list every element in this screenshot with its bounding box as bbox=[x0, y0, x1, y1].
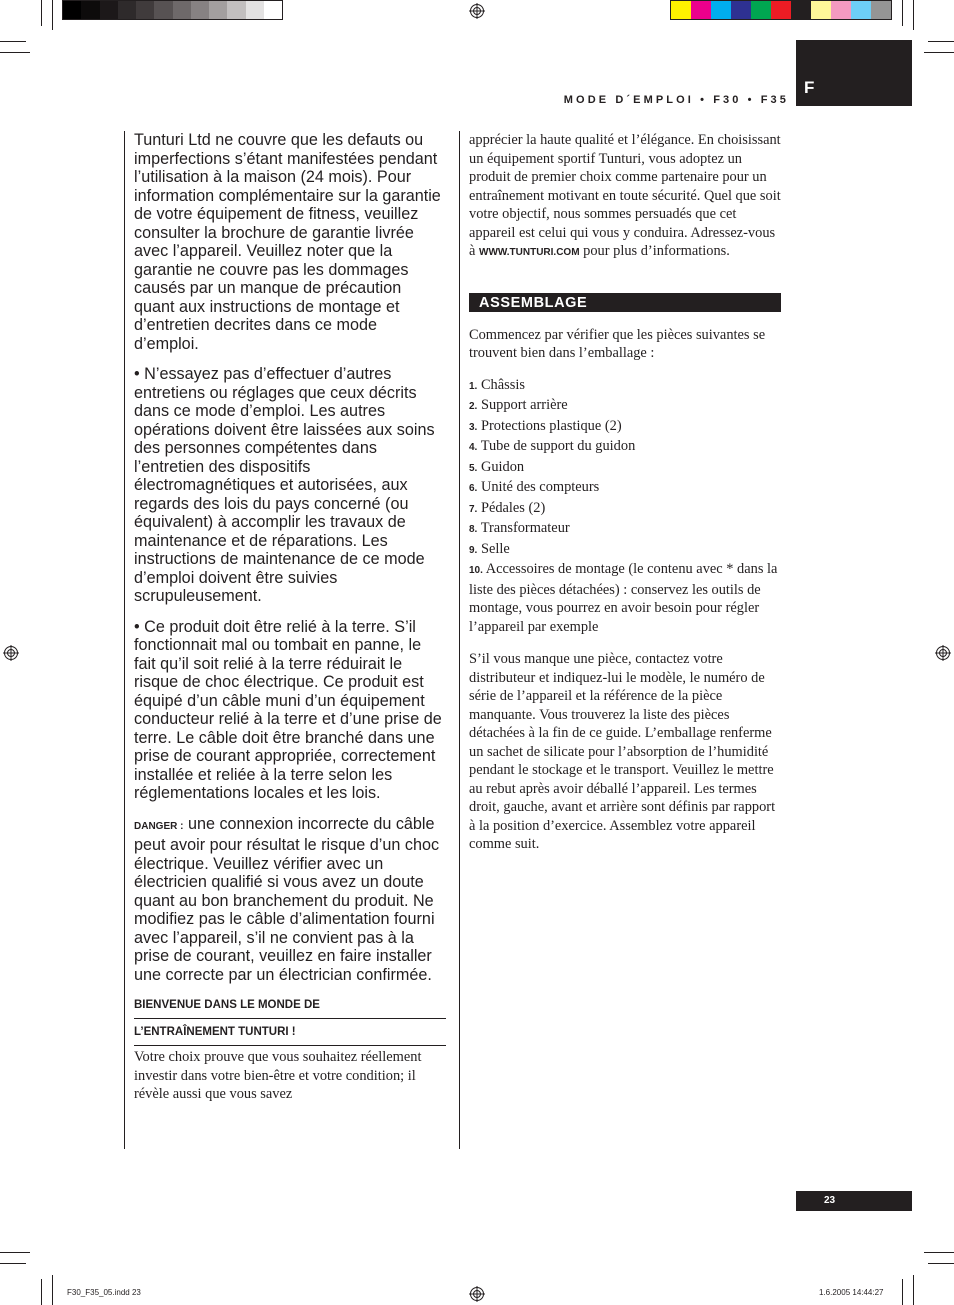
danger-paragraph bbox=[134, 815, 446, 985]
running-header bbox=[564, 94, 789, 106]
color-swatch bbox=[136, 1, 154, 19]
right-column bbox=[469, 131, 781, 854]
color-swatch bbox=[191, 1, 209, 19]
list-item: 8. Transformateur bbox=[469, 520, 570, 536]
welcome-continued bbox=[469, 131, 781, 263]
registration-target-icon bbox=[469, 1286, 485, 1302]
parts-list bbox=[469, 376, 781, 637]
welcome-text: Votre choix prouve que vous souhaitez réellement investir dans votre bien-être et votre condition; il révèle aussi que vous savez bbox=[134, 1049, 422, 1102]
column-rule-left bbox=[124, 131, 125, 1149]
list-item: 2. Support arrière bbox=[469, 397, 568, 413]
welcome-continued-end: pour plus d’informations. bbox=[579, 243, 730, 259]
color-swatch bbox=[871, 1, 891, 19]
header-separator: • bbox=[747, 94, 755, 106]
left-column bbox=[134, 131, 446, 1104]
danger-text: une connexion incorrecte du câble peut avoir pour résultat le risque d’un choc électrique. Veuillez vérifier avec un électricien qualifié si vous avez un doute quant au bon branchement du produit. Ne modifiez pas le câble d’alimentation fourni avec l’appareil, s’il ne convient pas à la prise de courant, veuillez en faire installer une correcte par un électrician confirmée. bbox=[134, 814, 440, 984]
welcome-heading-line-1: BIENVENUE DANS LE MONDE DE bbox=[134, 992, 446, 1019]
website-link[interactable]: WWW.TUNTURI.COM bbox=[479, 247, 580, 258]
model-name: F35 bbox=[760, 94, 789, 106]
welcome-continued-text: apprécier la haute qualité et l’élégance. En choisissant un équipement sportif Tunturi, vous adoptez un produit de premier choix comme partenaire pour un entraînement motivant en toute sécurité. Quel que soit votre objectif, nous sommes persuadés que cet appareil est celui qui vous y conduira. Adressez-vous à bbox=[469, 132, 781, 259]
color-swatch bbox=[771, 1, 791, 19]
color-swatch bbox=[118, 1, 136, 19]
color-swatch bbox=[671, 1, 691, 19]
header-separator: • bbox=[700, 94, 708, 106]
welcome-heading-line-2: L’ENTRAÎNEMENT TUNTURI ! bbox=[134, 1019, 446, 1046]
list-item: 7. Pédales (2) bbox=[469, 499, 546, 516]
color-swatch bbox=[264, 1, 282, 19]
registration-target-icon bbox=[469, 3, 485, 19]
color-swatch bbox=[63, 1, 81, 19]
color-swatch bbox=[100, 1, 118, 19]
color-swatch bbox=[154, 1, 172, 19]
footer-file-info: F30_F35_05.indd 23 bbox=[67, 1288, 141, 1297]
grounding-warning: • Ce produit doit être relié à la terre. S’il fonctionnait mal ou tombait en panne, le fait qu’il soit relié à la terre réduirait le risque de choc électrique. Ce produit est équipé d’un câble muni d’un équipement conducteur relié à la terre et d’une prise de terre. Le câble doit être branché dans une prise de courant appropriée, correctement installée et reliée à la terre selon les réglementations locales et les lois. bbox=[134, 617, 442, 802]
color-swatch bbox=[209, 1, 227, 19]
maintenance-warning: • N’essayez pas d’effectuer d’autres entretiens ou réglages que ceux décrits dans ce mode d’emploi. Les autres opérations doivent être laissées aux soins des personnes compétentes dans l’entretien des dispositifs électromagnétiques et autorisées, aux regards des lois du pays concerné (ou équivalent) à accomplir les travaux de maintenance et de réparations. Les instructions de maintenance de ce mode d’emploi doivent être suivies scrupuleusement. bbox=[134, 365, 435, 605]
color-swatch bbox=[691, 1, 711, 19]
running-title: MODE D´EMPLOI bbox=[563, 94, 694, 106]
list-item: 5. Guidon bbox=[469, 458, 525, 475]
assembly-intro: Commencez par vérifier que les pièces suivantes se trouvent bien dans l’emballage : bbox=[469, 326, 766, 361]
color-swatch bbox=[731, 1, 751, 19]
page-number-box bbox=[796, 1191, 912, 1211]
list-item: 1. Châssis bbox=[469, 376, 525, 393]
color-swatch bbox=[851, 1, 871, 19]
color-swatch bbox=[227, 1, 245, 19]
footer-date-info: 1.6.2005 14:44:27 bbox=[819, 1288, 884, 1297]
color-swatch bbox=[711, 1, 731, 19]
list-item: 9. Selle bbox=[469, 540, 510, 557]
list-item: 3. Protections plastique (2) bbox=[469, 417, 622, 434]
color-swatch bbox=[791, 1, 811, 19]
list-item: 6. Unité des compteurs bbox=[469, 479, 600, 495]
missing-parts-paragraph: S’il vous manque une pièce, contactez votre distributeur et indiquez-lui le modèle, le numéro de série de l’appareil et la référence de la pièce manquante. Vous trouverez la liste des pièces détachées à la fin de ce guide. L’emballage renferme un sachet de silicate pour l’absorption de l’humidité pendant le stockage et le transport. Veuillez le mettre au rebut après avoir déballé l’appareil. Les termes droit, gauche, avant et arrière sont définis par rapport à la position d’exercice. Assemblez votre appareil comme suit. bbox=[469, 651, 776, 852]
color-swatch bbox=[81, 1, 99, 19]
registration-target-icon bbox=[935, 645, 951, 661]
registration-target-icon bbox=[3, 645, 19, 661]
color-swatch bbox=[811, 1, 831, 19]
warranty-paragraph: Tunturi Ltd ne couvre que les defauts ou imperfections s’étant manifestées pendant l’utilisation à la maison (24 mois). Pour information complémentaire sur la garantie de votre équipement de fitness, veuillez consulter la brochure de garantie livrée avec l’appareil. Veuillez noter que la garantie ne couvre pas les dommages causés par un manque de précaution quant aux instructions de montage et d’entretien decrites dans ce mode d’emploi. bbox=[134, 131, 441, 353]
list-item: 4. Tube de support du guidon bbox=[469, 438, 636, 454]
color-swatch bbox=[751, 1, 771, 19]
grayscale-calibration-bar bbox=[62, 0, 283, 20]
page-number: 23 bbox=[824, 1195, 836, 1206]
model-name: F30 bbox=[713, 94, 742, 106]
section-letter: F bbox=[804, 78, 815, 97]
danger-label: DANGER : bbox=[134, 820, 184, 832]
color-swatch bbox=[831, 1, 851, 19]
column-rule-middle bbox=[459, 131, 460, 1149]
color-calibration-bar bbox=[670, 0, 892, 20]
assembly-section-heading: ASSEMBLAGE bbox=[469, 293, 781, 312]
list-item: 10. Accessoires de montage (le contenu avec * dans la liste des pièces détachées) : conservez les outils de montage, vous pourrez en avoir besoin pour régler l’appareil par exemple bbox=[469, 561, 778, 635]
language-tab bbox=[796, 40, 912, 106]
color-swatch bbox=[173, 1, 191, 19]
color-swatch bbox=[246, 1, 264, 19]
